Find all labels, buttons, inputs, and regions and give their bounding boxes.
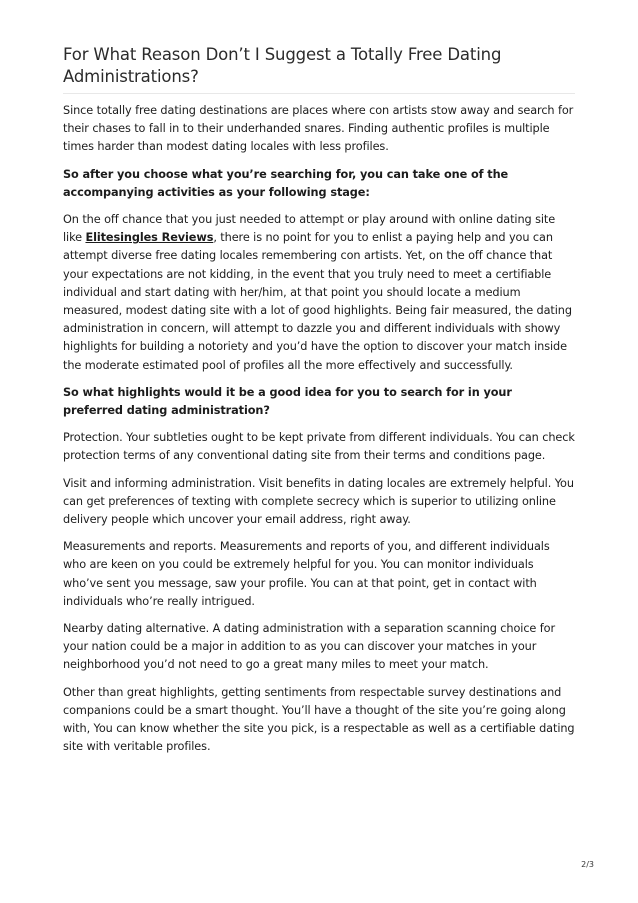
paragraph-protection: Protection. Your subtleties ought to be kept private from different individuals. You can check protection terms of any conventional dating site from their terms and conditions page. [63, 431, 575, 463]
document-page [63, 44, 575, 757]
paragraph-measurements: Measurements and reports. Measurements and reports of you, and different individuals who are keen on you could be extremely helpful for you. You can monitor individuals who’ve sent you message, saw your profile. You can at that point, get in contact with individuals who’re really intrigued. [63, 540, 550, 608]
paragraph-visit-informing: Visit and informing administration. Visit benefits in dating locales are extremely helpful. You can get preferences of texting with complete secrecy which is superior to utilizing online delivery people which uncover your email address, right away. [63, 476, 574, 527]
paragraph-options-text-after: , there is no point for you to enlist a paying help and you can attempt diverse free dating locales remembering con artists. Yet, on the off chance that your expectations are not kidding, in the event that you truly need to meet a certifiable individual and start dating with her/him, at that point you should locate a medium measured, modest dating site with a lot of good highlights. Being fair measured, the dating administration in concern, will attempt to dazzle you and different individuals with showy highlights for building a notoriety and you’d have the option to discover your match inside the moderate estimated pool of profiles all the more effectively and successfully. [63, 231, 572, 372]
paragraph-options-text-before: On the off chance that you just needed to attempt or play around with online dating site like [63, 213, 556, 245]
paragraph-intro: Since totally free dating destinations are places where con artists stow away and search for their chases to fall in to their underhanded snares. Finding authentic profiles is multiple times harder than modest dating locales with less profiles. [63, 104, 574, 154]
article-title: For What Reason Don’t I Suggest a Totally Free Dating Administrations? [63, 44, 575, 94]
paragraph-conclusion: Other than great highlights, getting sentiments from respectable survey destinations and companions could be a smart thought. You’ll have a thought of the site you’re going along with, You can know whether the site you pick, is a respectable as well as a certifiable dating site with veritable profiles. [63, 685, 575, 754]
paragraph-next-steps-heading: So after you choose what you’re searching for, you can take one of the accompanying activities as your following stage: [63, 167, 509, 199]
paragraph-nearby-dating: Nearby dating alternative. A dating administration with a separation scanning choice for your nation could be a major in addition to as you can discover your matches in your neighborhood you’d not need to go a great many miles to meet your match. [63, 622, 556, 672]
elitesingles-reviews-link[interactable]: Elitesingles Reviews [85, 231, 214, 245]
paragraph-options [63, 211, 575, 375]
page-number: 2/3 [581, 860, 594, 869]
paragraph-highlights-heading: So what highlights would it be a good idea for you to search for in your preferred dating administration? [63, 385, 512, 418]
